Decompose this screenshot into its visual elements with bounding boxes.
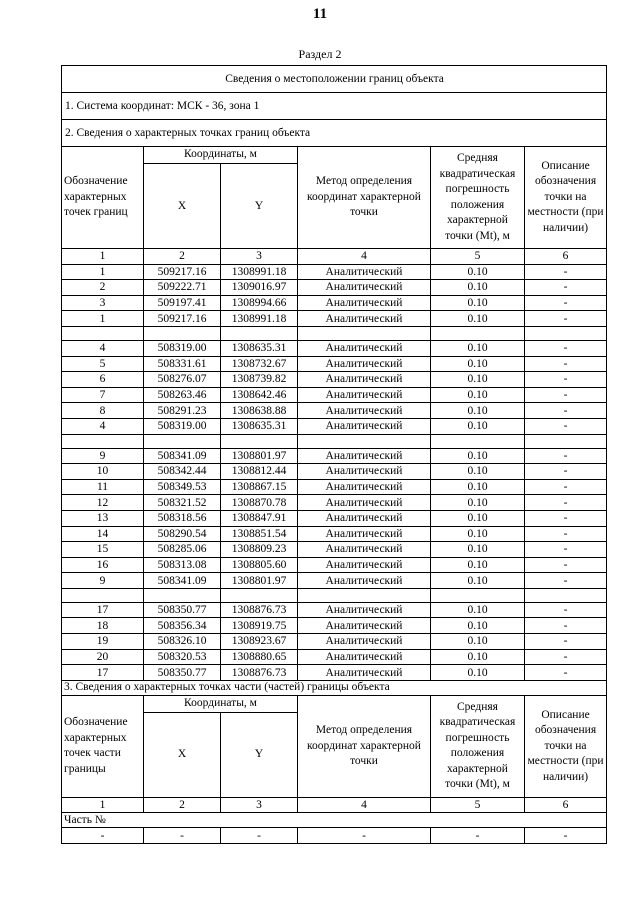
coord-x: 508290.54 [144,526,221,542]
error: 0.10 [431,448,525,464]
description: - [525,510,607,526]
col-number: 2 [144,249,221,265]
error: 0.10 [431,372,525,388]
point-number: 8 [62,403,144,419]
error: 0.10 [431,557,525,573]
separator-cell [62,434,144,448]
error: 0.10 [431,479,525,495]
error: 0.10 [431,356,525,372]
description: - [525,295,607,311]
col-number: 4 [298,797,431,813]
method: Аналитический [298,387,431,403]
method: Аналитический [298,311,431,327]
col-number: 5 [431,249,525,265]
part-cell: - [144,828,221,844]
part-header-designation [62,695,144,797]
description: - [525,448,607,464]
point-number: 9 [62,573,144,589]
table-row [62,448,607,464]
coord-x: 508318.56 [144,510,221,526]
coord-y: 1308991.18 [221,264,298,280]
coord-x: 508319.00 [144,340,221,356]
description: - [525,618,607,634]
coord-x: 508319.00 [144,418,221,434]
point-number: 15 [62,542,144,558]
table-row [62,602,607,618]
coord-y: 1308876.73 [221,602,298,618]
table-row [62,295,607,311]
method: Аналитический [298,264,431,280]
method: Аналитический [298,634,431,650]
method: Аналитический [298,573,431,589]
point-number: 12 [62,495,144,511]
coord-y: 1308923.67 [221,634,298,650]
col-number: 1 [62,249,144,265]
error: 0.10 [431,602,525,618]
method: Аналитический [298,448,431,464]
point-number: 17 [62,665,144,681]
point-number: 9 [62,448,144,464]
coord-x: 508349.53 [144,479,221,495]
point-number: 14 [62,526,144,542]
point-number: 13 [62,510,144,526]
description: - [525,649,607,665]
separator-cell [221,326,298,340]
header-method: Метод определения координат характерной точки [298,147,431,249]
separator-cell [221,588,298,602]
group-separator-row [62,434,607,448]
error: 0.10 [431,280,525,296]
col-number: 3 [221,797,298,813]
error: 0.10 [431,542,525,558]
method: Аналитический [298,510,431,526]
point-number: 18 [62,618,144,634]
coord-y: 1308809.23 [221,542,298,558]
part-header-method: Метод определения координат характерной точки [298,695,431,797]
header-x: X [144,164,221,249]
coord-y: 1308994.66 [221,295,298,311]
table-row [62,495,607,511]
point-number: 17 [62,602,144,618]
error: 0.10 [431,340,525,356]
point-number: 4 [62,418,144,434]
table-row [62,372,607,388]
coord-x: 508321.52 [144,495,221,511]
description: - [525,418,607,434]
description: - [525,634,607,650]
point-number: 3 [62,295,144,311]
separator-cell [144,434,221,448]
coord-x: 508276.07 [144,372,221,388]
coord-y: 1308919.75 [221,618,298,634]
col-number: 4 [298,249,431,265]
table-row [62,634,607,650]
description: - [525,311,607,327]
description: - [525,479,607,495]
description: - [525,557,607,573]
method: Аналитический [298,372,431,388]
coord-y: 1308812.44 [221,464,298,480]
boundary-table [61,65,607,844]
point-number: 1 [62,311,144,327]
header-coordinates: Координаты, м [144,147,298,164]
part-cell: - [62,828,144,844]
coord-y: 1308638.88 [221,403,298,419]
coord-y: 1308991.18 [221,311,298,327]
description: - [525,340,607,356]
description: - [525,542,607,558]
coord-x: 508331.61 [144,356,221,372]
coord-x: 508341.09 [144,448,221,464]
method: Аналитический [298,542,431,558]
separator-cell [525,588,607,602]
table-row [62,280,607,296]
error: 0.10 [431,495,525,511]
coord-x: 508291.23 [144,403,221,419]
coord-y: 1308635.31 [221,418,298,434]
group-separator-row [62,588,607,602]
method: Аналитический [298,618,431,634]
part-label: Часть № [62,813,607,828]
points-heading: 2. Сведения о характерных точках границ объекта [62,120,607,147]
error: 0.10 [431,295,525,311]
separator-cell [525,434,607,448]
group-separator-row [62,326,607,340]
description: - [525,356,607,372]
description: - [525,665,607,681]
point-number: 11 [62,479,144,495]
error: 0.10 [431,665,525,681]
part-cell: - [298,828,431,844]
separator-cell [221,434,298,448]
method: Аналитический [298,295,431,311]
method: Аналитический [298,280,431,296]
coord-y: 1308851.54 [221,526,298,542]
description: - [525,464,607,480]
coord-x: 508356.34 [144,618,221,634]
part-heading: 3. Сведения о характерных точках части (частей) границы объекта [62,680,607,695]
error: 0.10 [431,649,525,665]
coord-y: 1308635.31 [221,340,298,356]
error: 0.10 [431,573,525,589]
part-cell: - [525,828,607,844]
method: Аналитический [298,602,431,618]
description: - [525,280,607,296]
coord-y: 1308876.73 [221,665,298,681]
method: Аналитический [298,340,431,356]
error: 0.10 [431,311,525,327]
table-title: Сведения о местоположении границ объекта [62,66,607,93]
table-row [62,542,607,558]
col-number: 5 [431,797,525,813]
table-row [62,387,607,403]
separator-cell [525,326,607,340]
coord-x: 508320.53 [144,649,221,665]
description: - [525,403,607,419]
part-header-error: Средняя квадратическая погрешность положения характерной точки (Mt), м [431,695,525,797]
part-row [62,828,607,844]
col-number: 6 [525,797,607,813]
table-row [62,311,607,327]
table-row [62,356,607,372]
coord-x: 508341.09 [144,573,221,589]
header-designation: Обозначение характерных точек границ [62,147,144,249]
method: Аналитический [298,356,431,372]
coord-y: 1308801.97 [221,573,298,589]
table-row [62,665,607,681]
separator-cell [431,588,525,602]
error: 0.10 [431,418,525,434]
description: - [525,526,607,542]
header-description: Описание обозначения точки на местности (при наличии) [525,147,607,249]
separator-cell [62,326,144,340]
method: Аналитический [298,495,431,511]
error: 0.10 [431,403,525,419]
part-cell: - [221,828,298,844]
separator-cell [298,434,431,448]
separator-cell [62,588,144,602]
error: 0.10 [431,634,525,650]
coord-x: 508342.44 [144,464,221,480]
separator-cell [298,326,431,340]
point-number: 10 [62,464,144,480]
table-row [62,264,607,280]
page-number: 11 [312,6,328,22]
coord-y: 1308642.46 [221,387,298,403]
table-row [62,340,607,356]
column-number-row [62,249,607,265]
coord-y: 1308870.78 [221,495,298,511]
error: 0.10 [431,618,525,634]
part-header-coordinates: Координаты, м [144,695,298,712]
section-label: Раздел 2 [298,47,342,61]
col-number: 2 [144,797,221,813]
separator-cell [431,434,525,448]
error: 0.10 [431,264,525,280]
coord-x: 508326.10 [144,634,221,650]
table-row [62,464,607,480]
col-number: 6 [525,249,607,265]
coord-y: 1308732.67 [221,356,298,372]
point-number: 2 [62,280,144,296]
table-row [62,510,607,526]
point-number: 16 [62,557,144,573]
description: - [525,495,607,511]
coord-x: 509197.41 [144,295,221,311]
method: Аналитический [298,464,431,480]
error: 0.10 [431,510,525,526]
point-number: 20 [62,649,144,665]
error: 0.10 [431,387,525,403]
coord-x: 508350.77 [144,665,221,681]
coord-y: 1308805.60 [221,557,298,573]
error: 0.10 [431,526,525,542]
part-header-designation-text: Обозначение характерных точек части границы [64,716,128,775]
coord-y: 1308867.15 [221,479,298,495]
coord-y: 1308847.91 [221,510,298,526]
method: Аналитический [298,557,431,573]
description: - [525,264,607,280]
description: - [525,387,607,403]
coord-x: 509217.16 [144,264,221,280]
part-header-x: X [144,712,221,797]
method: Аналитический [298,526,431,542]
separator-cell [144,326,221,340]
table-row [62,479,607,495]
coordinate-system: 1. Система координат: МСК - 36, зона 1 [62,93,607,120]
coord-x: 508350.77 [144,602,221,618]
coord-y: 1308739.82 [221,372,298,388]
point-number: 1 [62,264,144,280]
point-number: 6 [62,372,144,388]
table-row [62,618,607,634]
coord-y: 1308880.65 [221,649,298,665]
table-row [62,649,607,665]
point-number: 5 [62,356,144,372]
coord-x: 509217.16 [144,311,221,327]
coord-x: 508285.06 [144,542,221,558]
coord-x: 508263.46 [144,387,221,403]
point-number: 19 [62,634,144,650]
part-header-description: Описание обозначения точки на местности (при наличии) [525,695,607,797]
separator-cell [144,588,221,602]
error: 0.10 [431,464,525,480]
method: Аналитический [298,403,431,419]
separator-cell [431,326,525,340]
method: Аналитический [298,479,431,495]
method: Аналитический [298,649,431,665]
table-row [62,557,607,573]
table-row [62,403,607,419]
table-row [62,573,607,589]
header-error: Средняя квадратическая погрешность положения характерной точки (Mt), м [431,147,525,249]
description: - [525,372,607,388]
point-number: 7 [62,387,144,403]
col-number: 3 [221,249,298,265]
method: Аналитический [298,665,431,681]
method: Аналитический [298,418,431,434]
part-header-y: Y [221,712,298,797]
description: - [525,573,607,589]
coord-y: 1309016.97 [221,280,298,296]
col-number: 1 [62,797,144,813]
table-row [62,526,607,542]
point-number: 4 [62,340,144,356]
separator-cell [298,588,431,602]
coord-x: 508313.08 [144,557,221,573]
coord-y: 1308801.97 [221,448,298,464]
header-y: Y [221,164,298,249]
coord-x: 509222.71 [144,280,221,296]
table-row [62,418,607,434]
part-cell: - [431,828,525,844]
description: - [525,602,607,618]
part-column-number-row [62,797,607,813]
